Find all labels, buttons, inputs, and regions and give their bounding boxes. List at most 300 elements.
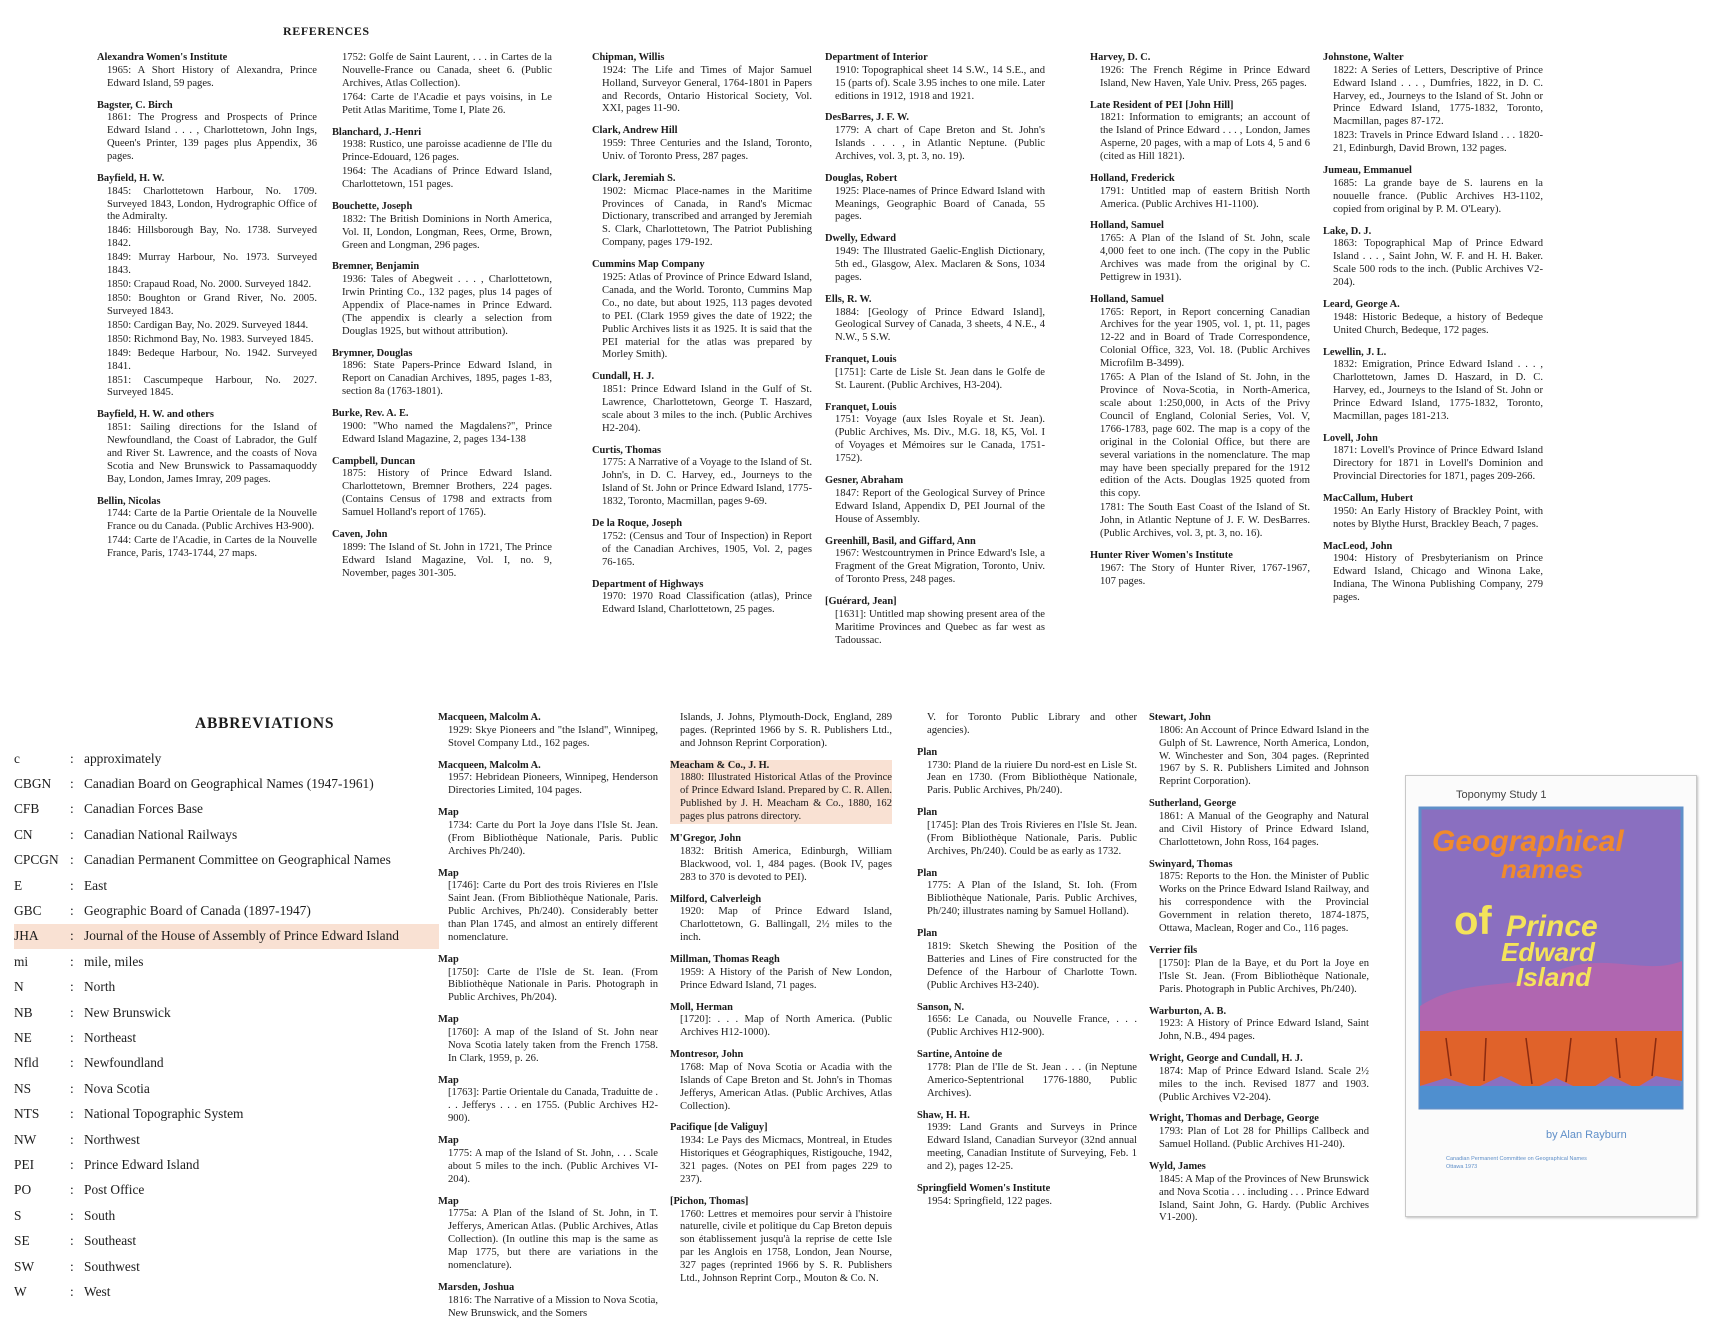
- reference-item: 1793: Plan of Lot 28 for Phillips Callbeck and Samuel Holland. (Public Archives H1-240).: [1159, 1126, 1369, 1151]
- reference-entry: [917, 747, 1137, 798]
- reference-item: 1832: The British Dominions in North America, Vol. II, London, Longman, Rees, Orme, Brown, Green and Longman, 296 pages.: [342, 213, 552, 251]
- reference-entry: [670, 1122, 892, 1186]
- reference-item: 1948: Historic Bedeque, a history of Bedeque United Church, Bedeque, 172 pages.: [1333, 311, 1543, 336]
- reference-author: De la Roque, Joseph: [592, 518, 683, 530]
- reference-entry: [438, 1075, 658, 1126]
- reference-item: 1904: History of Presbyterianism on Prince Edward Island, Chicago and Winona Lake, Indiana, The Winona Publishing Company, 279 pages.: [1333, 553, 1543, 604]
- abbreviation-row: [14, 975, 439, 1000]
- reference-entry: [438, 1135, 658, 1186]
- abbreviation-colon: :: [70, 750, 74, 766]
- abbreviation-colon: :: [70, 1156, 74, 1172]
- reference-entry: [1323, 299, 1543, 338]
- book-cover: [1405, 775, 1697, 1217]
- reference-author: Wright, Thomas and Derbage, George: [1149, 1113, 1319, 1125]
- reference-item: [1720]: . . . Map of North America. (Public Archives H12-1000).: [680, 1014, 892, 1039]
- abbreviation-row: [14, 1254, 439, 1279]
- reference-entry: [825, 112, 1045, 163]
- abbreviation-key: CFB: [14, 801, 40, 817]
- reference-entry: [1149, 1113, 1369, 1152]
- reference-item: 1768: Map of Nova Scotia or Acadia with the Islands of Cape Breton and St. John's in Thomas Jefferys, American Atlas. (Public Archives, Atlas Collection).: [680, 1061, 892, 1112]
- reference-entry: [592, 125, 812, 164]
- reference-item: 1902: Micmac Place-names in the Maritime Provinces of Canada, in Rand's Micmac Dictionary, transcribed and arranged by Jeremiah S. Clark, Charlottetown, The Patriot Publishing Company, pages 179-192.: [602, 185, 812, 249]
- abbreviation-row: [14, 1000, 439, 1025]
- reference-entry: [438, 1014, 658, 1065]
- reference-item: 1778: Plan de l'Ile de St. Jean . . . (in Neptune Americo-Septentrional 1776-1880, Public Archives).: [927, 1061, 1137, 1099]
- abbreviation-meaning: North: [84, 979, 116, 995]
- reference-item: 1861: The Progress and Prospects of Prince Edward Island . . . , Charlottetown, John Ings, Queen's Printer, 139 pages plus Appendix, 36 pages.: [107, 112, 317, 162]
- reference-entry: [438, 868, 658, 945]
- reference-entry: [438, 954, 658, 1005]
- abbreviation-colon: :: [70, 1029, 74, 1045]
- reference-entry: [1323, 493, 1543, 532]
- book-cover-illustration: [1406, 776, 1696, 1216]
- reference-author: MacCallum, Hubert: [1323, 493, 1414, 505]
- abbreviation-row: [14, 1279, 439, 1304]
- reference-author: Map: [438, 1074, 459, 1086]
- abbreviation-meaning: Canadian Forces Base: [84, 801, 203, 817]
- reference-item: 1752: Golfe de Saint Laurent, . . . in Cartes de la Nouvelle-France ou Canada, sheet 6. (Public Archives, Atlas Collection).: [342, 52, 552, 89]
- reference-item: 1760: Lettres et memoires pour servir à l'histoire naturelle, civile et politique du Cap Breton depuis son établissement jusqu'à la reprise de cette Isle par les Anglois en 1758, London, Jean Nourse, 327 pages (reprinted 1966 by S. R. Publishers Ltd., Johnson Reprint Corp., Mouton & Co. N.: [680, 1208, 892, 1285]
- reference-entry: [1149, 1161, 1369, 1225]
- cover-publisher: Canadian Permanent Committee on Geographical Names: [1446, 1156, 1587, 1162]
- abbreviation-row: [14, 771, 439, 796]
- reference-item: 1970: 1970 Road Classification (atlas), Prince Edward Island, Charlottetown, 25 pages.: [602, 591, 812, 616]
- reference-item: 1734: Carte du Port la Joye dans l'Isle St. Jean. (From Bibliothèque Nationale, Paris. Public Archives Ph/240).: [448, 819, 658, 857]
- reference-entry: [1090, 220, 1310, 284]
- reference-author: DesBarres, J. F. W.: [825, 112, 909, 124]
- cover-sea: [1420, 1086, 1682, 1108]
- abbreviation-row: [14, 1178, 439, 1203]
- reference-entry: [917, 1002, 1137, 1041]
- reference-item: [1631]: Untitled map showing present area of the Maritime Provinces and Quebec as far west as Tadoussac.: [835, 608, 1045, 646]
- reference-item: 1851: Sailing directions for the Island of Newfoundland, the Coast of Labrador, the Gulf and River St. Lawrence, and the coasts of Nova Scotia and New Brunswick to Passamaquoddy Bay, London, James Imray, 209 pages.: [107, 422, 317, 485]
- reference-entry: [97, 52, 317, 91]
- abbreviation-meaning: New Brunswick: [84, 1004, 171, 1020]
- abbreviation-key: NTS: [14, 1106, 40, 1122]
- reference-item: 1926: The French Régime in Prince Edward Island, New Haven, Yale Univ. Press, 265 pages.: [1100, 64, 1310, 89]
- reference-author: Marsden, Joshua: [438, 1281, 515, 1293]
- reference-item: 1744: Carte de l'Acadie, in Cartes de la Nouvelle France, Paris, 1743-1744, 27 maps.: [107, 535, 317, 560]
- reference-entry: [332, 348, 552, 399]
- reference-item: 1845: Charlottetown Harbour, No. 1709. Surveyed 1843, London, Hydrographic Office of the Admiralty.: [107, 185, 317, 223]
- reference-item: 1936: Tales of Abegweit . . . , Charlottetown, Irwin Printing Co., 132 pages, plus 14 pages of Appendix of Place-names in Prince Edward. (The appendix is clearly a selection from Douglas 1925, but without attribution).: [342, 274, 552, 337]
- abbreviation-meaning: Northeast: [84, 1029, 137, 1045]
- abbreviation-meaning: East: [84, 877, 108, 893]
- abbreviation-key: E: [14, 877, 23, 893]
- abbreviation-row: [14, 1203, 439, 1228]
- reference-entry: [917, 712, 1137, 738]
- reference-item: 1775: A map of the Island of St. John, . . . Scale about 5 miles to the inch. (Public Archives VI-204).: [448, 1147, 658, 1185]
- abbreviation-key: SE: [14, 1233, 30, 1249]
- cover-title-of: of: [1454, 899, 1492, 943]
- references-column-6: [1323, 52, 1543, 672]
- reference-author: Map: [438, 953, 459, 965]
- reference-item: 1751: Voyage (aux Isles Royale et St. Jean). (Public Archives, Ms. Div., M.G. 18, K5, Vol. I of Voyages et Mémoires sur le Canada, 1751-1752).: [835, 414, 1045, 465]
- reference-author: Meacham & Co., J. H.: [670, 759, 770, 771]
- reference-item: 1925: Atlas of Province of Prince Edward Island, Canada, and the World. Toronto, Cummins Map Co., no date, but about 1925, 113 pages devoted to PEI. (Clark 1959 gives the date of 1922; the Public Archives lists it as 1925. It is said that the PEI material for the atlas was prepared by Morley Smith).: [602, 271, 812, 361]
- reference-author: Verrier fils: [1149, 945, 1198, 957]
- reference-author: Bremner, Benjamin: [332, 261, 420, 273]
- reference-item: 1880: Illustrated Historical Atlas of the Province of Prince Edward Island. Prepared by C. R. Allen. Published by J. H. Meacham & Co., 1880, 162 pages plus patrons directory.: [680, 772, 892, 823]
- reference-entry: [670, 760, 892, 824]
- abbreviation-colon: :: [70, 1055, 74, 1071]
- abbreviation-colon: :: [70, 877, 74, 893]
- reference-entry: [1090, 173, 1310, 212]
- reference-author: Map: [438, 1014, 459, 1026]
- reference-item: 1849: Murray Harbour, No. 1973. Surveyed 1843.: [107, 252, 317, 277]
- reference-entry: [438, 1196, 658, 1273]
- reference-author: Greenhill, Basil, and Giffard, Ann: [825, 535, 976, 547]
- reference-entry: [592, 371, 812, 435]
- reference-entry: [825, 354, 1045, 393]
- reference-author: Johnstone, Walter: [1323, 52, 1404, 63]
- reference-author: Gesner, Abraham: [825, 475, 904, 487]
- reference-item: 1845: A Map of the Provinces of New Brunswick and Nova Scotia . . . including . . . Prince Edward Island, Saint John, G. Hardy. (Public Archives V1-200).: [1159, 1173, 1369, 1224]
- abbreviation-row: [14, 746, 439, 771]
- reference-item: [1746]: Carte du Port des trois Rivieres en l'Isle Saint Jean. (From Bibliothèque Nationale, Paris. Public Archives, Ph/240). Considerably better than Plan 1745, and almost an entirely different nomenclature.: [448, 880, 658, 943]
- reference-item: [1750]: Carte de l'Isle de St. Iean. (From Bibliothèque Nationale in Paris. Photograph in Public Archives, Ph/204).: [448, 966, 658, 1004]
- reference-author: Plan: [917, 746, 938, 758]
- reference-author: Burke, Rev. A. E.: [332, 408, 409, 420]
- reference-entry: [825, 52, 1045, 103]
- abbreviation-colon: :: [70, 1131, 74, 1147]
- reference-author: Blanchard, J.-Henri: [332, 126, 422, 138]
- reference-entry: [1323, 541, 1543, 605]
- reference-entry: [332, 52, 552, 118]
- reference-entry: [332, 261, 552, 338]
- reference-item: 1875: History of Prince Edward Island. Charlottetown, Bremner Brothers, 224 pages. (Contains Census of 1798 and extracts from Samuel Holland's report of 1765).: [342, 468, 552, 519]
- reference-entry: [1149, 712, 1369, 789]
- references-column-2: [332, 52, 552, 652]
- reference-item: 1967: The Story of Hunter River, 1767-1967, 107 pages.: [1100, 562, 1310, 587]
- reference-entry: [825, 173, 1045, 224]
- abbreviation-meaning: approximately: [84, 750, 162, 766]
- reference-author: Caven, John: [332, 529, 388, 541]
- abbreviation-row: [14, 848, 439, 873]
- reference-entry: [1149, 1006, 1369, 1045]
- reference-entry: [1090, 52, 1310, 91]
- cover-title-line1: Geographical: [1432, 825, 1624, 858]
- references-column-4: [825, 52, 1045, 652]
- reference-item: 1849: Bedeque Harbour, No. 1942. Surveyed 1841.: [107, 347, 317, 372]
- reference-author: Franquet, Louis: [825, 401, 897, 413]
- reference-author: Map: [438, 1135, 459, 1147]
- abbreviation-meaning: Canadian Board on Geographical Names (1947-1961): [84, 776, 374, 792]
- reference-item: 1752: (Census and Tour of Inspection) in Report of the Canadian Archives, 1905, Vol. 2, pages 76-165.: [602, 530, 812, 568]
- abbreviation-colon: :: [70, 1233, 74, 1249]
- reference-entry: [1323, 165, 1543, 216]
- reference-item: 1816: The Narrative of a Mission to Nova Scotia, New Brunswick, and the Somers: [448, 1294, 658, 1319]
- reference-item: 1875: Reports to the Hon. the Minister of Public Works on the Prince Edward Island Railway, and his correspondence with the Provincial Government in relation thereto, 1874-1875, Ottawa, Maclean, Roger and Co., 116 pages.: [1159, 871, 1369, 935]
- reference-item: 1949: The Illustrated Gaelic-English Dictionary, 5th ed., Glasgow, Alex. Maclaren & Sons, 1034 pages.: [835, 246, 1045, 283]
- reference-author: Campbell, Duncan: [332, 455, 416, 467]
- reference-entry: [670, 833, 892, 884]
- reference-entry: [917, 1183, 1137, 1209]
- cover-publisher-year: Ottawa 1973: [1446, 1164, 1478, 1170]
- reference-item: 1847: Report of the Geological Survey of Prince Edward Island, Appendix D, PEI Journal of the House of Assembly.: [835, 487, 1045, 525]
- references-column-5: [1090, 52, 1310, 672]
- reference-entry: [670, 1196, 892, 1286]
- reference-entry: [1323, 433, 1543, 484]
- reference-entry: [917, 868, 1137, 919]
- reference-author: Lake, D. J.: [1323, 225, 1372, 237]
- abbreviation-key: S: [14, 1207, 22, 1223]
- reference-item: 1874: Map of Prince Edward Island. Scale 2½ miles to the inch. Revised 1877 and 1903. (Public Archives V2-204).: [1159, 1065, 1369, 1103]
- reference-entry: [1323, 52, 1543, 156]
- abbreviation-colon: :: [70, 928, 74, 944]
- reference-author: Wright, George and Cundall, H. J.: [1149, 1053, 1303, 1065]
- abbreviation-row: [14, 1127, 439, 1152]
- abbreviation-meaning: Canadian Permanent Committee on Geographical Names: [84, 852, 391, 868]
- abbreviation-colon: :: [70, 1283, 74, 1299]
- reference-entry: [670, 1049, 892, 1113]
- reference-item: 1923: A History of Prince Edward Island, Saint John, N.B., 494 pages.: [1159, 1018, 1369, 1043]
- reference-author: Dwelly, Edward: [825, 233, 897, 245]
- abbreviation-row: [14, 1051, 439, 1076]
- abbreviation-meaning: mile, miles: [84, 953, 144, 969]
- reference-item: 1938: Rustico, une paroisse acadienne de l'Ile du Prince-Edouard, 126 pages.: [342, 139, 552, 164]
- reference-author: Holland, Samuel: [1090, 220, 1164, 232]
- reference-entry: [917, 807, 1137, 858]
- reference-item: 1924: The Life and Times of Major Samuel Holland, Surveyor General, 1764-1801 in Papers and Records, Ontario Historical Society, Vol. XXI, pages 11-90.: [602, 64, 812, 115]
- abbreviation-meaning: Prince Edward Island: [84, 1156, 200, 1172]
- reference-entry: [1323, 226, 1543, 290]
- reference-item: 1846: Hillsborough Bay, No. 1738. Surveyed 1842.: [107, 225, 317, 250]
- reference-entry: [1149, 1053, 1369, 1104]
- abbreviation-colon: :: [70, 776, 74, 792]
- reference-author: Holland, Frederick: [1090, 172, 1175, 184]
- abbreviation-colon: :: [70, 852, 74, 868]
- reference-entry: [1090, 100, 1310, 164]
- reference-item: 1764: Carte de l'Acadie et pays voisins, in Le Petit Atlas Maritime, Tome I, Plate 26.: [342, 91, 552, 116]
- reference-item: [1751]: Carte de Lisle St. Jean dans le Golfe de St. Laurent. (Public Archives, H3-204).: [835, 366, 1045, 391]
- reference-item: [1750]: Plan de la Baye, et du Port la Joye en l'Isle St. Jean. (From Bibliothèque Nationale, Paris. Photograph in Public Archives, Ph/240).: [1159, 957, 1369, 995]
- reference-entry: [1090, 294, 1310, 541]
- cover-title-line3: Prince: [1506, 910, 1598, 943]
- reference-author: Clark, Andrew Hill: [592, 125, 678, 137]
- reference-item: [1763]: Partie Orientale du Canada, Traduitte de . . . Jefferys . . . en 1755. (Public Archives H2-900).: [448, 1087, 658, 1125]
- reference-item: 1884: [Geology of Prince Edward Island], Geological Survey of Canada, 3 sheets, 4 N.E., 4 N.W., 5 S.W.: [835, 306, 1045, 344]
- reference-entry: [438, 712, 658, 751]
- reference-item: 1900: "Who named the Magdalens?", Prince Edward Island Magazine, 2, pages 134-138: [342, 420, 552, 445]
- reference-entry: [825, 596, 1045, 647]
- abbreviation-row: [14, 1076, 439, 1101]
- abbreviation-colon: :: [70, 801, 74, 817]
- reference-item: 1965: A Short History of Alexandra, Prince Edward Island, 59 pages.: [107, 64, 317, 89]
- reference-entry: [1149, 859, 1369, 936]
- abbreviation-key: Nfld: [14, 1055, 39, 1071]
- reference-author: Clark, Jeremiah S.: [592, 172, 676, 184]
- reference-item: 1959: Three Centuries and the Island, Toronto, Univ. of Toronto Press, 287 pages.: [602, 138, 812, 162]
- abbreviation-meaning: Newfoundland: [84, 1055, 164, 1071]
- abbreviations-list: [14, 746, 439, 1305]
- reference-item: 1967: Westcountrymen in Prince Edward's Isle, a Fragment of the Great Migration, Toronto, Univ. of Toronto Press, 248 pages.: [835, 548, 1045, 586]
- abbreviation-meaning: Canadian National Railways: [84, 826, 238, 842]
- reference-item: 1775a: A Plan of the Island of St. John, in T. Jefferys, American Atlas. (Public Archives, Atlas Collection). (In outline this map is the same as Map 1775, but there are variations in the nomenclature).: [448, 1208, 658, 1271]
- reference-entry: [592, 259, 812, 362]
- cover-series: Toponymy Study 1: [1456, 789, 1547, 801]
- reference-author: Cummins Map Company: [592, 259, 705, 271]
- reference-item: [1760]: A map of the Island of St. John near Nova Scotia lately taken from the French 1758. In Clark, 1959, p. 26.: [448, 1026, 658, 1064]
- reference-author: Bagster, C. Birch: [97, 99, 173, 111]
- reference-item: Islands, J. Johns, Plymouth-Dock, England, 289 pages. (Reprinted 1966 by S. R. Publishers Ltd., and Johnson Reprint Corporation).: [680, 712, 892, 749]
- reference-entry: [825, 294, 1045, 345]
- reference-author: Millman, Thomas Reagh: [670, 954, 780, 966]
- references-column-7: [438, 712, 658, 1320]
- abbreviation-colon: :: [70, 826, 74, 842]
- reference-item: 1910: Topographical sheet 14 S.W., 14 S.E., and 15 (parts of). Scale 3.95 inches to one mile. Later editions in 1912, 1918 and 1921.: [835, 64, 1045, 102]
- reference-entry: [825, 233, 1045, 284]
- reference-author: [Guérard, Jean]: [825, 596, 897, 608]
- cover-title-line4: Edward: [1501, 937, 1595, 967]
- abbreviation-key: NW: [14, 1131, 37, 1147]
- reference-author: Department of Interior: [825, 52, 928, 63]
- reference-entry: [670, 954, 892, 993]
- abbreviation-key: mi: [14, 953, 29, 969]
- abbreviation-colon: :: [70, 903, 74, 919]
- reference-item: 1934: Le Pays des Micmacs, Montreal, in Etudes Historiques et Géographiques, Ristigouche, 1942, 321 pages. (Notes on PEI from pages 229 to 237).: [680, 1135, 892, 1185]
- reference-item: V. for Toronto Public Library and other agencies).: [927, 712, 1137, 736]
- reference-entry: [825, 402, 1045, 466]
- reference-author: Bayfield, H. W.: [97, 172, 165, 184]
- reference-item: 1765: Report, in Report concerning Canadian Archives for the year 1905, vol. 1, pt. 11, pages 12-22 and in Board of Trade Correspondence, Colonial Office, 323, Vol. 18. (Public Archives Microfilm B-3499).: [1100, 306, 1310, 370]
- reference-author: Brymner, Douglas: [332, 347, 413, 359]
- reference-entry: [97, 100, 317, 164]
- reference-author: Sartine, Antoine de: [917, 1049, 1003, 1061]
- reference-entry: [917, 928, 1137, 992]
- reference-item: 1920: Map of Prince Edward Island, Charlottetown, G. Ballingall, 2½ miles to the inch.: [680, 906, 892, 944]
- abbreviation-row: [14, 898, 439, 923]
- reference-entry: [670, 894, 892, 945]
- reference-author: Macqueen, Malcolm A.: [438, 712, 541, 723]
- abbreviation-colon: :: [70, 1207, 74, 1223]
- abbreviation-key: PEI: [14, 1156, 35, 1172]
- references-column-10: [1149, 712, 1369, 1320]
- abbreviation-colon: :: [70, 953, 74, 969]
- reference-entry: [670, 1002, 892, 1041]
- abbreviation-meaning: Post Office: [84, 1182, 145, 1198]
- reference-author: Ells, R. W.: [825, 293, 872, 305]
- reference-item: 1791: Untitled map of eastern British North America. (Public Archives H1-1100).: [1100, 185, 1310, 210]
- reference-item: 1929: Skye Pioneers and "the Island", Winnipeg, Stovel Company Ltd., 162 pages.: [448, 724, 658, 749]
- reference-author: M'Gregor, John: [670, 833, 742, 845]
- abbreviation-meaning: Nova Scotia: [84, 1080, 150, 1096]
- abbreviation-row: [14, 873, 439, 898]
- reference-author: Alexandra Women's Institute: [97, 52, 228, 63]
- reference-author: Douglas, Robert: [825, 172, 898, 184]
- abbreviation-meaning: National Topographic System: [84, 1106, 244, 1122]
- reference-entry: [1149, 798, 1369, 849]
- reference-item: 1850: Cardigan Bay, No. 2029. Surveyed 1844.: [107, 319, 309, 331]
- abbreviation-key: SW: [14, 1258, 35, 1274]
- reference-item: 1775: A Narrative of a Voyage to the Island of St. John's, in D. C. Harvey, ed., Journeys to the Island of St. John or Prince Edward Island, 1775-1832, Toronto, Macmillan, pages 9-69.: [602, 457, 812, 508]
- reference-item: 1832: Emigration, Prince Edward Island . . . , Charlottetown, James D. Haszard, in D. C. Harvey, ed., Journeys to the Island of St. John or Prince Edward Island, 1775-1832, Toronto, Macmillan, pages 181-213.: [1333, 359, 1543, 422]
- reference-author: Stewart, John: [1149, 712, 1211, 723]
- abbreviation-key: NE: [14, 1029, 32, 1045]
- abbreviation-meaning: West: [84, 1283, 111, 1299]
- reference-item: 1950: An Early History of Brackley Point, with notes by Blythe Hurst, Brackley Beach, 7 pages.: [1333, 505, 1543, 530]
- abbreviation-key: NB: [14, 1004, 33, 1020]
- reference-item: 1806: An Account of Prince Edward Island in the Gulph of St. Lawrence, North America, London, W. Winchester and Son, 304 pages. (Reprinted 1967 by S. R. Publishers Limited and Johnson Reprint Corporation).: [1159, 724, 1369, 788]
- reference-item: 1823: Travels in Prince Edward Island . . . 1820-21, Edinburgh, David Brown, 132 pages.: [1333, 130, 1543, 155]
- reference-entry: [592, 579, 812, 618]
- abbreviation-key: CPCGN: [14, 852, 59, 868]
- reference-author: Plan: [917, 807, 938, 819]
- reference-entry: [332, 201, 552, 252]
- abbreviation-key: N: [14, 979, 24, 995]
- abbreviation-colon: :: [70, 1258, 74, 1274]
- abbreviation-row: [14, 1228, 439, 1253]
- reference-entry: [592, 445, 812, 509]
- reference-entry: [592, 173, 812, 250]
- abbreviation-meaning: Southeast: [84, 1233, 137, 1249]
- reference-entry: [1323, 347, 1543, 424]
- reference-entry: [97, 173, 317, 400]
- reference-author: Late Resident of PEI [John Hill]: [1090, 99, 1234, 111]
- reference-item: 1765: A Plan of the Island of St. John, scale 4,000 feet to one inch. (The copy in the Public Archives was made from the original by C. Pettigrew in 1931).: [1100, 233, 1310, 283]
- reference-author: [Pichon, Thomas]: [670, 1195, 749, 1207]
- reference-author: Harvey, D. C.: [1090, 52, 1151, 63]
- reference-entry: [1090, 550, 1310, 589]
- reference-item: 1850: Crapaud Road, No. 2000. Surveyed 1842.: [107, 279, 312, 291]
- reference-item: 1925: Place-names of Prince Edward Island with Meanings, Geographic Board of Canada, 55 pages.: [835, 185, 1045, 223]
- reference-item: 1851: Cascumpeque Harbour, No. 2027. Surveyed 1845.: [107, 374, 317, 399]
- reference-author: Jumeau, Emmanuel: [1323, 165, 1412, 177]
- reference-entry: [592, 518, 812, 569]
- abbreviation-key: JHA: [14, 928, 39, 944]
- reference-author: Moll, Herman: [670, 1001, 733, 1013]
- reference-author: Bellin, Nicolas: [97, 495, 161, 507]
- abbreviation-colon: :: [70, 1004, 74, 1020]
- abbreviation-meaning: Geographic Board of Canada (1897-1947): [84, 903, 311, 919]
- references-column-1: [97, 52, 317, 652]
- reference-item: 1899: The Island of St. John in 1721, The Prince Edward Island Magazine, Vol. I, no. 9, November, pages 301-305.: [342, 541, 552, 579]
- abbreviation-colon: :: [70, 1106, 74, 1122]
- reference-author: Bouchette, Joseph: [332, 200, 413, 212]
- abbreviation-meaning: Journal of the House of Assembly of Prince Edward Island: [84, 928, 399, 944]
- abbreviation-meaning: South: [84, 1207, 116, 1223]
- reference-item: 1832: British America, Edinburgh, William Blackwood, vol. 1, 484 pages. (Book IV, pages 283 to 370 is devoted to PEI).: [680, 845, 892, 883]
- reference-item: 1775: A Plan of the Island, St. Ioh. (From Bibliothèque Nationale, Paris. Public Archives, Ph/240; illustrates naming by Samuel Holland).: [927, 880, 1137, 918]
- reference-author: Sanson, N.: [917, 1001, 965, 1013]
- abbreviation-key: GBC: [14, 903, 42, 919]
- abbreviation-meaning: Southwest: [84, 1258, 140, 1274]
- reference-entry: [825, 536, 1045, 587]
- reference-author: Shaw, H. H.: [917, 1109, 970, 1121]
- reference-author: Plan: [917, 928, 938, 940]
- reference-item: 1861: A Manual of the Geography and Natural and Civil History of Prince Edward Island, Charlottetown, John Ross, 164 pages.: [1159, 810, 1369, 848]
- reference-item: 1850: Boughton or Grand River, No. 2005. Surveyed 1843.: [107, 292, 317, 317]
- cover-byline: by Alan Rayburn: [1546, 1129, 1627, 1141]
- cover-title-line2: names: [1501, 854, 1584, 884]
- reference-author: Franquet, Louis: [825, 354, 897, 366]
- reference-item: [1745]: Plan des Trois Rivieres en l'Isle St. Jean. (From Bibliothèque Nationale, Paris. Public Archives, Ph/240). Could be as early as 1732.: [927, 819, 1137, 857]
- reference-entry: [97, 409, 317, 486]
- reference-entry: [917, 1049, 1137, 1100]
- reference-item: 1959: A History of the Parish of New London, Prince Edward Island, 71 pages.: [680, 966, 892, 991]
- abbreviation-key: PO: [14, 1182, 32, 1198]
- reference-item: 1957: Hebridean Pioneers, Winnipeg, Henderson Directories Limited, 104 pages.: [448, 772, 658, 797]
- reference-item: 1850: Richmond Bay, No. 1983. Surveyed 1845.: [107, 333, 314, 345]
- reference-author: Plan: [917, 867, 938, 879]
- abbreviation-colon: :: [70, 1080, 74, 1096]
- reference-author: Macqueen, Malcolm A.: [438, 759, 541, 771]
- reference-author: Lovell, John: [1323, 432, 1378, 444]
- reference-author: Springfield Women's Institute: [917, 1182, 1051, 1194]
- reference-author: Lewellin, J. L.: [1323, 346, 1387, 358]
- reference-item: 1779: A chart of Cape Breton and St. John's Islands . . . , in Atlantic Neptune. (Public Archives, vol. 3, pt. 3, no. 19).: [835, 125, 1045, 162]
- reference-entry: [332, 456, 552, 520]
